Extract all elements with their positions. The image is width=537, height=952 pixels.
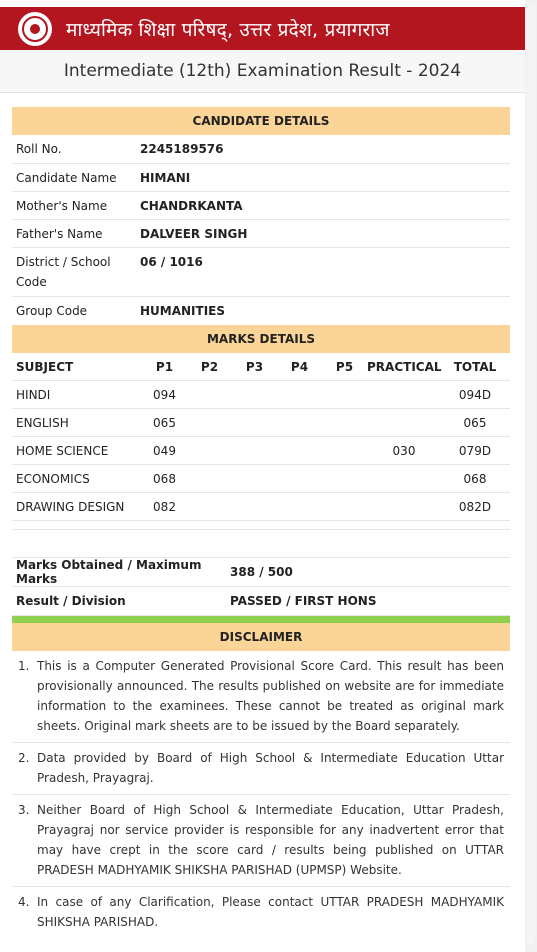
list-item-number: 4. <box>18 895 30 909</box>
total-cell: 082D <box>458 499 492 514</box>
upmsp-emblem-icon <box>18 12 52 46</box>
p1-cell: 065 <box>153 415 176 430</box>
result-status-bar <box>12 616 510 623</box>
mother-name-row <box>12 192 510 220</box>
result-label: Result / Division <box>16 594 126 608</box>
candidate-details-heading: CANDIDATE DETAILS <box>12 107 510 135</box>
col-p5: P5 <box>335 359 354 374</box>
group-code-row <box>12 297 510 325</box>
candidate-name-value: HIMANI <box>140 170 191 185</box>
mother-name-label: Mother's Name <box>16 198 108 213</box>
list-item-text: Data provided by Board of High School & Intermediate Education Uttar Pradesh, Prayagraj. <box>37 751 504 785</box>
list-item <box>12 795 510 887</box>
list-item <box>12 887 510 938</box>
list-item-text: Neither Board of High School & Intermediate Education, Uttar Pradesh, Prayagraj nor service provider is responsible for any inadvertent error that may have crept in the score card / results being published on UTTAR PRADESH MADHYAMIK SHIKSHA PARISHAD (UPMSP) Website. <box>37 803 504 877</box>
table-row <box>12 465 510 493</box>
p1-cell: 068 <box>153 471 176 486</box>
subject-cell: ENGLISH <box>16 415 69 430</box>
district-label: District / School Code <box>16 255 111 289</box>
page-title: Intermediate (12th) Examination Result - 2024 <box>0 50 525 93</box>
disclaimer-list <box>12 651 510 938</box>
mother-name-value: CHANDRKANTA <box>140 198 243 213</box>
subject-cell: HINDI <box>16 387 51 402</box>
p1-cell: 049 <box>153 443 176 458</box>
group-code-value: HUMANITIES <box>140 304 226 318</box>
father-name-value: DALVEER SINGH <box>140 226 248 241</box>
col-p4: P4 <box>290 359 309 374</box>
list-item-number: 2. <box>18 751 30 765</box>
father-name-row <box>12 220 510 248</box>
subject-cell: ECONOMICS <box>16 471 90 486</box>
list-item <box>12 651 510 743</box>
total-cell: 079D <box>458 443 492 458</box>
col-p2: P2 <box>200 359 219 374</box>
marks-summary-label: Marks Obtained / Maximum Marks <box>16 558 202 586</box>
list-item-text: This is a Computer Generated Provisional Score Card. This result has been provisionally announced. The results published on website are for immediate information to the examinees. These cannot be treated as original mark sheets. Original mark sheets are to be issued by the Board separately. <box>37 659 504 733</box>
practical-cell: 030 <box>392 443 416 458</box>
table-row <box>12 381 510 409</box>
col-p1: P1 <box>155 359 174 374</box>
result-value: PASSED / FIRST HONS <box>230 594 377 608</box>
table-row <box>12 409 510 437</box>
roll-value: 2245189576 <box>140 142 224 156</box>
candidate-name-row <box>12 164 510 192</box>
col-subject: SUBJECT <box>16 359 74 374</box>
district-row <box>12 248 510 297</box>
table-row <box>12 437 510 465</box>
marks-header-row <box>12 353 510 381</box>
father-name-label: Father's Name <box>16 226 103 241</box>
page-scrollbar[interactable] <box>525 0 537 952</box>
scrollbar-thumb[interactable] <box>527 4 535 944</box>
group-code-label: Group Code <box>16 304 88 318</box>
board-name: माध्यमिक शिक्षा परिषद्, उत्तर प्रदेश, प्रयागराज <box>66 18 390 41</box>
list-item-number: 3. <box>18 803 30 817</box>
p1-cell: 082 <box>153 499 176 514</box>
col-practical: PRACTICAL <box>367 359 442 374</box>
table-divider <box>12 521 510 530</box>
list-item <box>12 743 510 795</box>
subject-cell: HOME SCIENCE <box>16 443 109 458</box>
result-card <box>12 107 510 938</box>
roll-label: Roll No. <box>16 142 62 156</box>
candidate-name-label: Candidate Name <box>16 170 117 185</box>
total-cell: 065 <box>463 415 487 430</box>
list-item-number: 1. <box>18 659 30 673</box>
total-cell: 094D <box>458 387 492 402</box>
disclaimer-heading: DISCLAIMER <box>12 623 510 651</box>
section-gap <box>12 530 510 558</box>
result-row <box>12 587 510 616</box>
p1-cell: 094 <box>153 387 176 402</box>
marks-summary-row <box>12 558 510 587</box>
table-row <box>12 493 510 521</box>
site-header <box>0 7 525 50</box>
total-cell: 068 <box>463 471 487 486</box>
marks-summary-value: 388 / 500 <box>230 565 293 579</box>
district-value: 06 / 1016 <box>140 255 203 269</box>
marks-details-heading: MARKS DETAILS <box>12 325 510 353</box>
col-total: TOTAL <box>453 359 497 374</box>
roll-row <box>12 135 510 164</box>
col-p3: P3 <box>245 359 264 374</box>
subject-cell: DRAWING DESIGN <box>16 499 125 514</box>
list-item-text: In case of any Clarification, Please contact UTTAR PRADESH MADHYAMIK SHIKSHA PARISHAD. <box>37 895 504 929</box>
